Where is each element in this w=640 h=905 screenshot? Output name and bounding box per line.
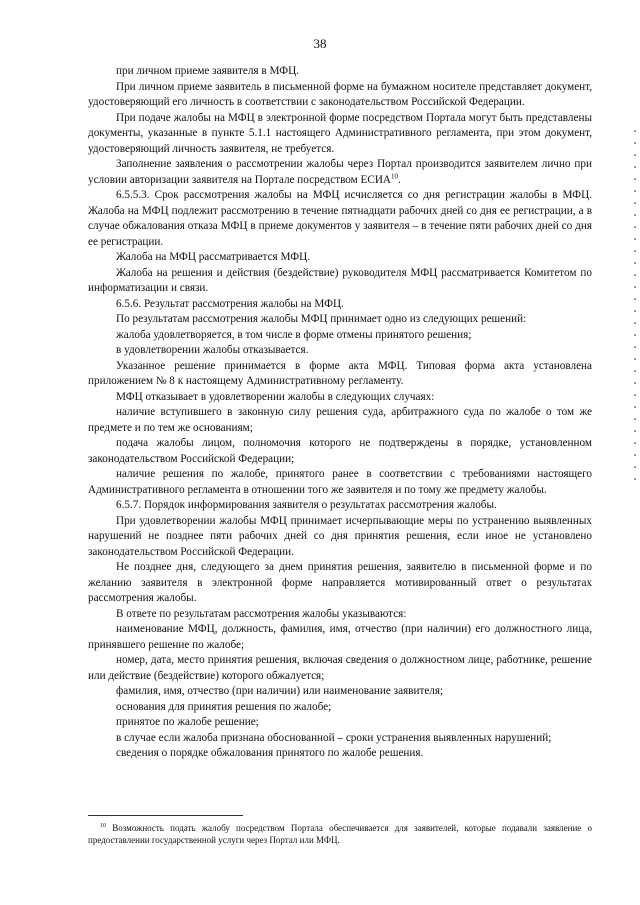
page-number: 38 (313, 36, 327, 51)
paragraph: в удовлетворении жалобы отказывается. (116, 344, 309, 356)
paragraph: наличие решения по жалобе, принятого ранее в соответствии с требованиями настоящего Административного регламента в отношении того же заявителя и по тому же предмету жалобы. (88, 468, 592, 496)
paragraph: номер, дата, место принятия решения, включая сведения о должностном лице, работнике, решение или действие (бездействие) которого обжалуется; (88, 654, 592, 682)
paragraph: 6.5.7. Порядок информирования заявителя о результатах рассмотрения жалобы. (116, 499, 497, 511)
paragraph: фамилия, имя, отчество (при наличии) или наименование заявителя; (116, 685, 444, 697)
paragraph: Указанное решение принимается в форме акта МФЦ. Типовая форма акта установлена приложением № 8 к настоящему Административному регламенту. (88, 359, 592, 387)
paragraph: жалоба удовлетворяется, в том числе в форме отмены принятого решения; (116, 328, 472, 341)
footnote-text: Возможность подать жалобу посредством Портала обеспечивается для заявителей, которые подавали заявление о предоставлении государственной услуги через Портал или МФЦ. (88, 823, 592, 845)
paragraph: По результатам рассмотрения жалобы МФЦ принимает одно из следующих решений: (116, 313, 527, 325)
footnote-paragraph (88, 822, 592, 846)
footnote-divider (88, 815, 243, 816)
paragraph: При личном приеме заявитель в письменной форме на бумажном носителе представляет документ, удостоверяющий его личность в соответствии с законодательством Российской Федерации. (88, 80, 592, 108)
paragraph: Жалоба на решения и действия (бездействие) руководителя МФЦ рассматривается Комитетом по информатизации и связи. (88, 266, 592, 294)
paragraph: наличие вступившего в законную силу решения суда, арбитражного суда по жалобе о том же предмете и по тем же основаниям; (88, 406, 592, 434)
paragraph: Жалоба на МФЦ рассматривается МФЦ. (116, 251, 310, 263)
footnote-marker: 10 (100, 823, 106, 829)
paragraph: сведения о порядке обжалования принятого по жалобе решения. (116, 747, 424, 759)
paragraph: подача жалобы лицом, полномочия которого не подтверждены в порядке, установленном законодательством Российской Федерации; (88, 437, 592, 465)
paragraph: В ответе по результатам рассмотрения жалобы указываются: (116, 607, 407, 620)
paragraph: При подаче жалобы на МФЦ в электронной форме посредством Портала могут быть представлены документы, указанные в пункте 5.1.1 настоящего Административного регламента, при этом документ, удостоверяющий личность заявителя, не требуется. (88, 111, 592, 155)
footnote-reference: 10 (391, 171, 399, 180)
paragraph: При удовлетворении жалобы МФЦ принимает исчерпывающие меры по устранению выявленных нарушений не позднее пяти рабочих дней со дня принятия решения, если иное не установлено законодательством Российской Федерации. (88, 514, 592, 558)
paragraph: Не позднее дня, следующего за днем принятия решения, заявителю в письменной форме и по желанию заявителя в электронной форме направляется мотивированный ответ о результатах рассмотрения жалобы. (88, 561, 592, 604)
paragraph: 6.5.6. Результат рассмотрения жалобы на МФЦ. (116, 297, 344, 310)
document-body (88, 64, 592, 762)
paragraph: МФЦ отказывает в удовлетворении жалобы в следующих случаях: (116, 390, 435, 403)
footnote (88, 822, 592, 846)
paragraph: при личном приеме заявителя в МФЦ. (116, 65, 299, 77)
paragraph (88, 157, 592, 188)
paragraph: наименование МФЦ, должность, фамилия, имя, отчество (при наличии) его должностного лица, принявшего решение по жалобе; (88, 623, 592, 651)
paragraph: принятое по жалобе решение; (116, 716, 259, 728)
scan-margin-marks (634, 130, 636, 490)
paragraph: в случае если жалоба признана обоснованной – сроки устранения выявленных нарушений; (116, 731, 552, 744)
paragraph: основания для принятия решения по жалобе; (116, 700, 332, 713)
paragraph-text: Заполнение заявления о рассмотрении жалобы через Портал производится заявителем лично при условии авторизации заявителя на Портале посредством ЕСИА (88, 158, 592, 186)
paragraph-end: . (398, 173, 401, 186)
paragraph: 6.5.5.3. Срок рассмотрения жалобы на МФЦ исчисляется со дня регистрации жалобы в МФЦ. Жалоба на МФЦ подлежит рассмотрению в течение пятнадцати рабочих дней со дня ее регистрации, а в случае обжалования отказа МФЦ в приеме документов у заявителя – в течение пяти рабочих дней со дня ее регистрации. (88, 189, 592, 248)
